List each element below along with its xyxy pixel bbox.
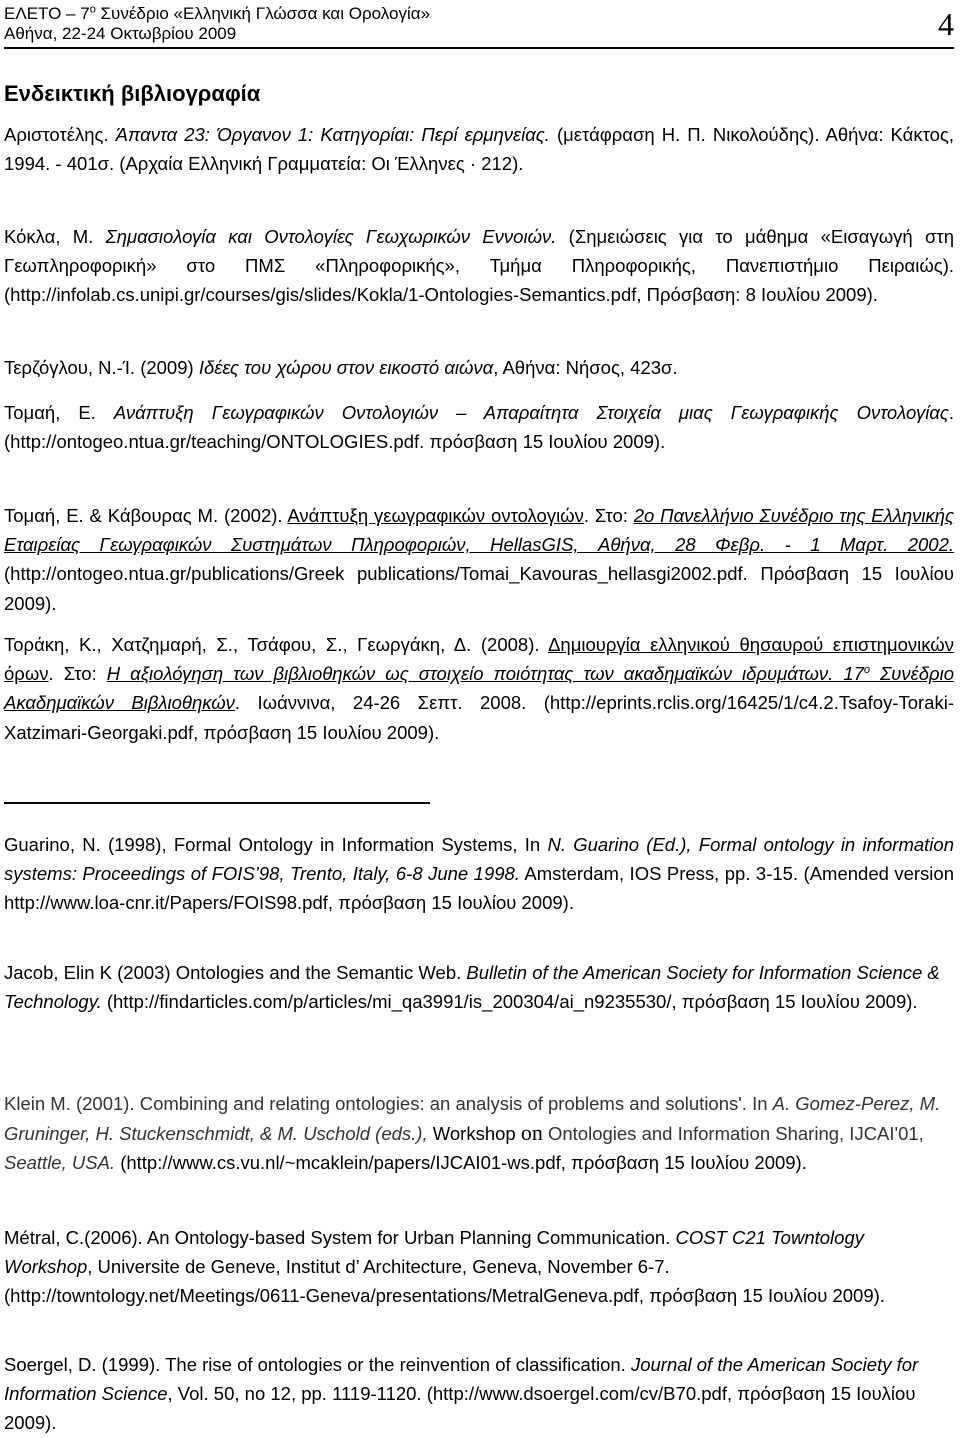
reference-tomai (4, 398, 954, 456)
ref-title: COST C21 Towntology Workshop (4, 1227, 864, 1278)
reference-soergel (4, 1350, 954, 1438)
running-header-date: Αθήνα, 22-24 Οκτωβρίου 2009 (4, 24, 237, 43)
ref-title: Ανάπτυξη γεωγραφικών οντολογιών (287, 505, 584, 526)
reference-terzoglou (4, 353, 954, 382)
ref-title: Σημασιολογία και Οντολογίες Γεωχωρικών Εννοιών. (105, 226, 557, 247)
reference-jacob (4, 958, 954, 1016)
ref-text: (http://findarticles.com/p/articles/mi_qa3991/is_200304/ai_n9235530/, πρόσβαση 15 Ιουλίου 2009). (101, 991, 918, 1013)
reference-toraki (4, 630, 954, 747)
running-header-conference (4, 4, 430, 24)
ref-text: , Universite de Geneve, Institut d’ Architecture, Geneva, November 6-7. (http://towntology.net/Meetings/0611-Geneva/presentations/MetralGeneva.pdf, πρόσβαση 15 Ιουλίου 2009). (4, 1256, 885, 1307)
ref-location: Seattle, USA. (4, 1152, 116, 1174)
ref-text: Klein M. (2001). Combining and relating ontologies: an analysis of problems and solutions'. In (4, 1093, 773, 1114)
header-text: ΕΛΕΤΟ – 7 (4, 4, 90, 23)
ref-text: Métral, C.(2006). An Ontology-based System for Urban Planning Communication. (4, 1227, 676, 1248)
ref-text: on (520, 1120, 543, 1146)
ref-text: . (http://ontogeo.ntua.gr/teaching/ONTOLOGIES.pdf. πρόσβαση 15 Ιουλίου 2009). (4, 402, 955, 453)
ref-text: Αριστοτέλης. (4, 124, 116, 145)
ref-text: , Vol. 50, no 12, pp. 1119-1120. (http://www.dsoergel.com/cv/B70.pdf, πρόσβαση 15 Ιουλίου 2009). (4, 1383, 916, 1434)
ref-text: (http://www.cs.vu.nl/~mcaklein/papers/IJCAI01-ws.pdf, πρόσβαση 15 Ιουλίου 2009). (115, 1152, 807, 1174)
ref-text: Amsterdam, IOS Press, pp. 3-15. (Amended version http://www.loa-cnr.it/Papers/FOIS98.pdf, πρόσβαση 15 Ιουλίου 2009). (4, 863, 954, 914)
ref-text: Ontologies and Information Sharing, IJCAI'01, (542, 1123, 924, 1145)
ref-title: Δημιουργία ελληνικού θησαυρού επιστημονικών όρων (4, 634, 954, 685)
ref-text: , Αθήνα: Νήσος, 423σ. (493, 357, 678, 378)
ref-superscript: ο (863, 664, 871, 677)
ref-title: Ιδέες του χώρου στον εικοστό αιώνα (198, 357, 494, 378)
header-text: Συνέδριο «Ελληνική Γλώσσα και Ορολογία» (95, 4, 431, 23)
ref-text: Κόκλα, Μ. (4, 226, 106, 247)
ref-title: Bulletin of the American Society for Information Science & Technology. (4, 962, 940, 1013)
header-rule (4, 47, 954, 49)
ref-text: Guarino, N. (1998), Formal Ontology in Information Systems, In (4, 834, 548, 855)
reference-kokla (4, 222, 954, 310)
ref-text: . Στο: (583, 505, 634, 526)
ref-proceedings: Η αξιολόγηση των βιβλιοθηκών ως στοιχείο ποιότητας των ακαδημαϊκών ιδρυμάτων. 17 (106, 663, 864, 685)
page-number: 4 (938, 6, 954, 42)
header-superscript: ο (89, 3, 96, 16)
ref-text: (http://ontogeo.ntua.gr/publications/Greek publications/Tomai_Kavouras_hellasgi2002.pdf. Πρόσβαση 15 Ιουλίου 2009). (4, 563, 954, 614)
ref-text: Τερζόγλου, Ν.-Ί. (2009) (4, 357, 199, 378)
section-heading: Ενδεικτική βιβλιογραφία (4, 81, 261, 106)
section-separator (4, 802, 430, 804)
ref-text: (μετάφραση Η. Π. Νικολούδης). Αθήνα: Κάκτος, 1994. - 401σ. (Αρχαία Ελληνική Γραμματεία: Οι Έλληνες · 212). (4, 124, 954, 175)
ref-text: Τοράκη, Κ., Χατζημαρή, Σ., Τσάφου, Σ., Γεωργάκη, Δ. (2008). (4, 634, 549, 655)
reference-guarino (4, 830, 954, 918)
ref-editors: A. Gomez-Perez, M. Gruninger, H. Stuckenschmidt, & M. Uschold (eds.), (4, 1093, 941, 1145)
reference-metral (4, 1223, 954, 1311)
ref-text: (Σημειώσεις για το μάθημα «Εισαγωγή στη Γεωπληροφορική» στο ΠΜΣ «Πληροφορικής», Τμήμα Πληροφορικής, Πανεπιστήμιο Πειραιώς). (http://infolab.cs.unipi.gr/courses/gis/slides/Kokla/1-Ontologies-Semantics.pdf, Πρόσβαση: 8 Ιουλίου 2009). (4, 226, 954, 306)
ref-title: Άπαντα 23: Όργανον 1: Κατηγορίαι: Περί ερμηνείας. (115, 124, 550, 145)
ref-text: Jacob, Elin K (2003) Ontologies and the Semantic Web. (4, 962, 467, 983)
reference-tomai-kavouras (4, 501, 954, 618)
ref-title: Journal of the American Society for Information Science (4, 1354, 919, 1405)
ref-text: Τομαή, Ε. & Κάβουρας Μ. (2002). (4, 505, 288, 526)
reference-aristotle (4, 120, 954, 178)
ref-proceedings: 2ο Πανελλήνιο Συνέδριο της Ελληνικής Εταιρείας Γεωγραφικών Συστημάτων Πληροφοριών, HellasGIS, Αθήνα, 28 Φεβρ. - 1 Μαρτ. 2002. (4, 505, 954, 556)
ref-proceedings: Συνέδριο Ακαδημαϊκών Βιβλιοθηκών (4, 663, 955, 714)
ref-text: Soergel, D. (1999). The rise of ontologies or the reinvention of classification. (4, 1354, 631, 1375)
ref-text: Τομαή, Ε. (4, 402, 114, 423)
ref-title: Ανάπτυξη Γεωγραφικών Οντολογιών – Απαραίτητα Στοιχεία μιας Γεωγραφικής Οντολογίας (113, 402, 949, 423)
ref-title: N. Guarino (Ed.), Formal ontology in information systems: Proceedings of FOIS’98, Trento, Italy, 6-8 June 1998. (4, 834, 954, 885)
ref-text: . Ιωάννινα, 24-26 Σεπτ. 2008. (http://eprints.rclis.org/16425/1/c4.2.Tsafoy-Toraki-Xatzimari-Georgaki.pdf, πρόσβαση 15 Ιουλίου 2009). (4, 692, 954, 743)
reference-klein (4, 1089, 954, 1178)
ref-text: . Στο: (48, 663, 107, 685)
ref-text: Workshop (427, 1123, 521, 1145)
